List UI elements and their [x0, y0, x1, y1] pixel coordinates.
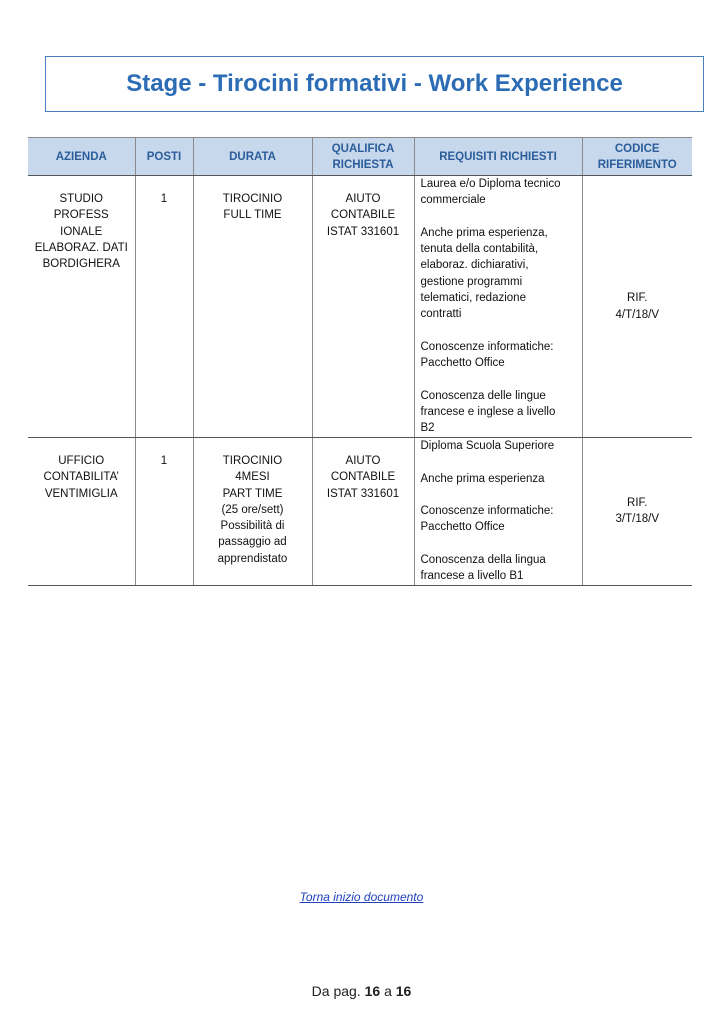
- cell-qualifica: AIUTO CONTABILE ISTAT 331601: [312, 438, 414, 586]
- footer-prefix: Da pag.: [311, 983, 361, 999]
- job-offers-table: [28, 137, 692, 586]
- page-footer: [0, 983, 723, 999]
- page-title: Stage - Tirocini formativi - Work Experience: [126, 70, 623, 97]
- table-row: [28, 176, 692, 438]
- header-codice: CODICE RIFERIMENTO: [582, 138, 692, 176]
- cell-azienda: STUDIO PROFESS IONALE ELABORAZ. DATI BORDIGHERA: [28, 176, 135, 438]
- cell-qualifica: AIUTO CONTABILE ISTAT 331601: [312, 176, 414, 438]
- table-row: [28, 438, 692, 586]
- back-to-top-link[interactable]: Torna inizio documento: [299, 890, 424, 904]
- header-durata: DURATA: [193, 138, 312, 176]
- cell-posti: 1: [135, 438, 193, 586]
- cell-codice: RIF. 4/T/18/V: [582, 176, 692, 438]
- footer-separator: a: [384, 983, 392, 999]
- cell-posti: 1: [135, 176, 193, 438]
- cell-requisiti: Diploma Scuola Superiore Anche prima esperienza Conoscenze informatiche: Pacchetto Office Conoscenza della lingua francese a livello B1: [414, 438, 582, 586]
- table-header-row: [28, 138, 692, 176]
- cell-durata: TIROCINIO 4MESI PART TIME (25 ore/sett) Possibilità di passaggio ad apprendistato: [193, 438, 312, 586]
- header-requisiti: REQUISITI RICHIESTI: [414, 138, 582, 176]
- footer-page-number: 16: [364, 983, 381, 999]
- header-posti: POSTI: [135, 138, 193, 176]
- header-azienda: AZIENDA: [28, 138, 135, 176]
- cell-codice: RIF. 3/T/18/V: [582, 438, 692, 586]
- header-qualifica: QUALIFICA RICHIESTA: [312, 138, 414, 176]
- cell-durata: TIROCINIO FULL TIME: [193, 176, 312, 438]
- title-box: [45, 56, 704, 112]
- cell-azienda: UFFICIO CONTABILITA’ VENTIMIGLIA: [28, 438, 135, 586]
- footer-total-pages: 16: [395, 983, 412, 999]
- cell-requisiti: Laurea e/o Diploma tecnico commerciale Anche prima esperienza, tenuta della contabilità, elaboraz. dichiarativi, gestione programmi telematici, redazione contratti Conoscenze informatiche: Pacchetto Office Conoscenza delle lingue francese e inglese a livello B2: [414, 176, 582, 438]
